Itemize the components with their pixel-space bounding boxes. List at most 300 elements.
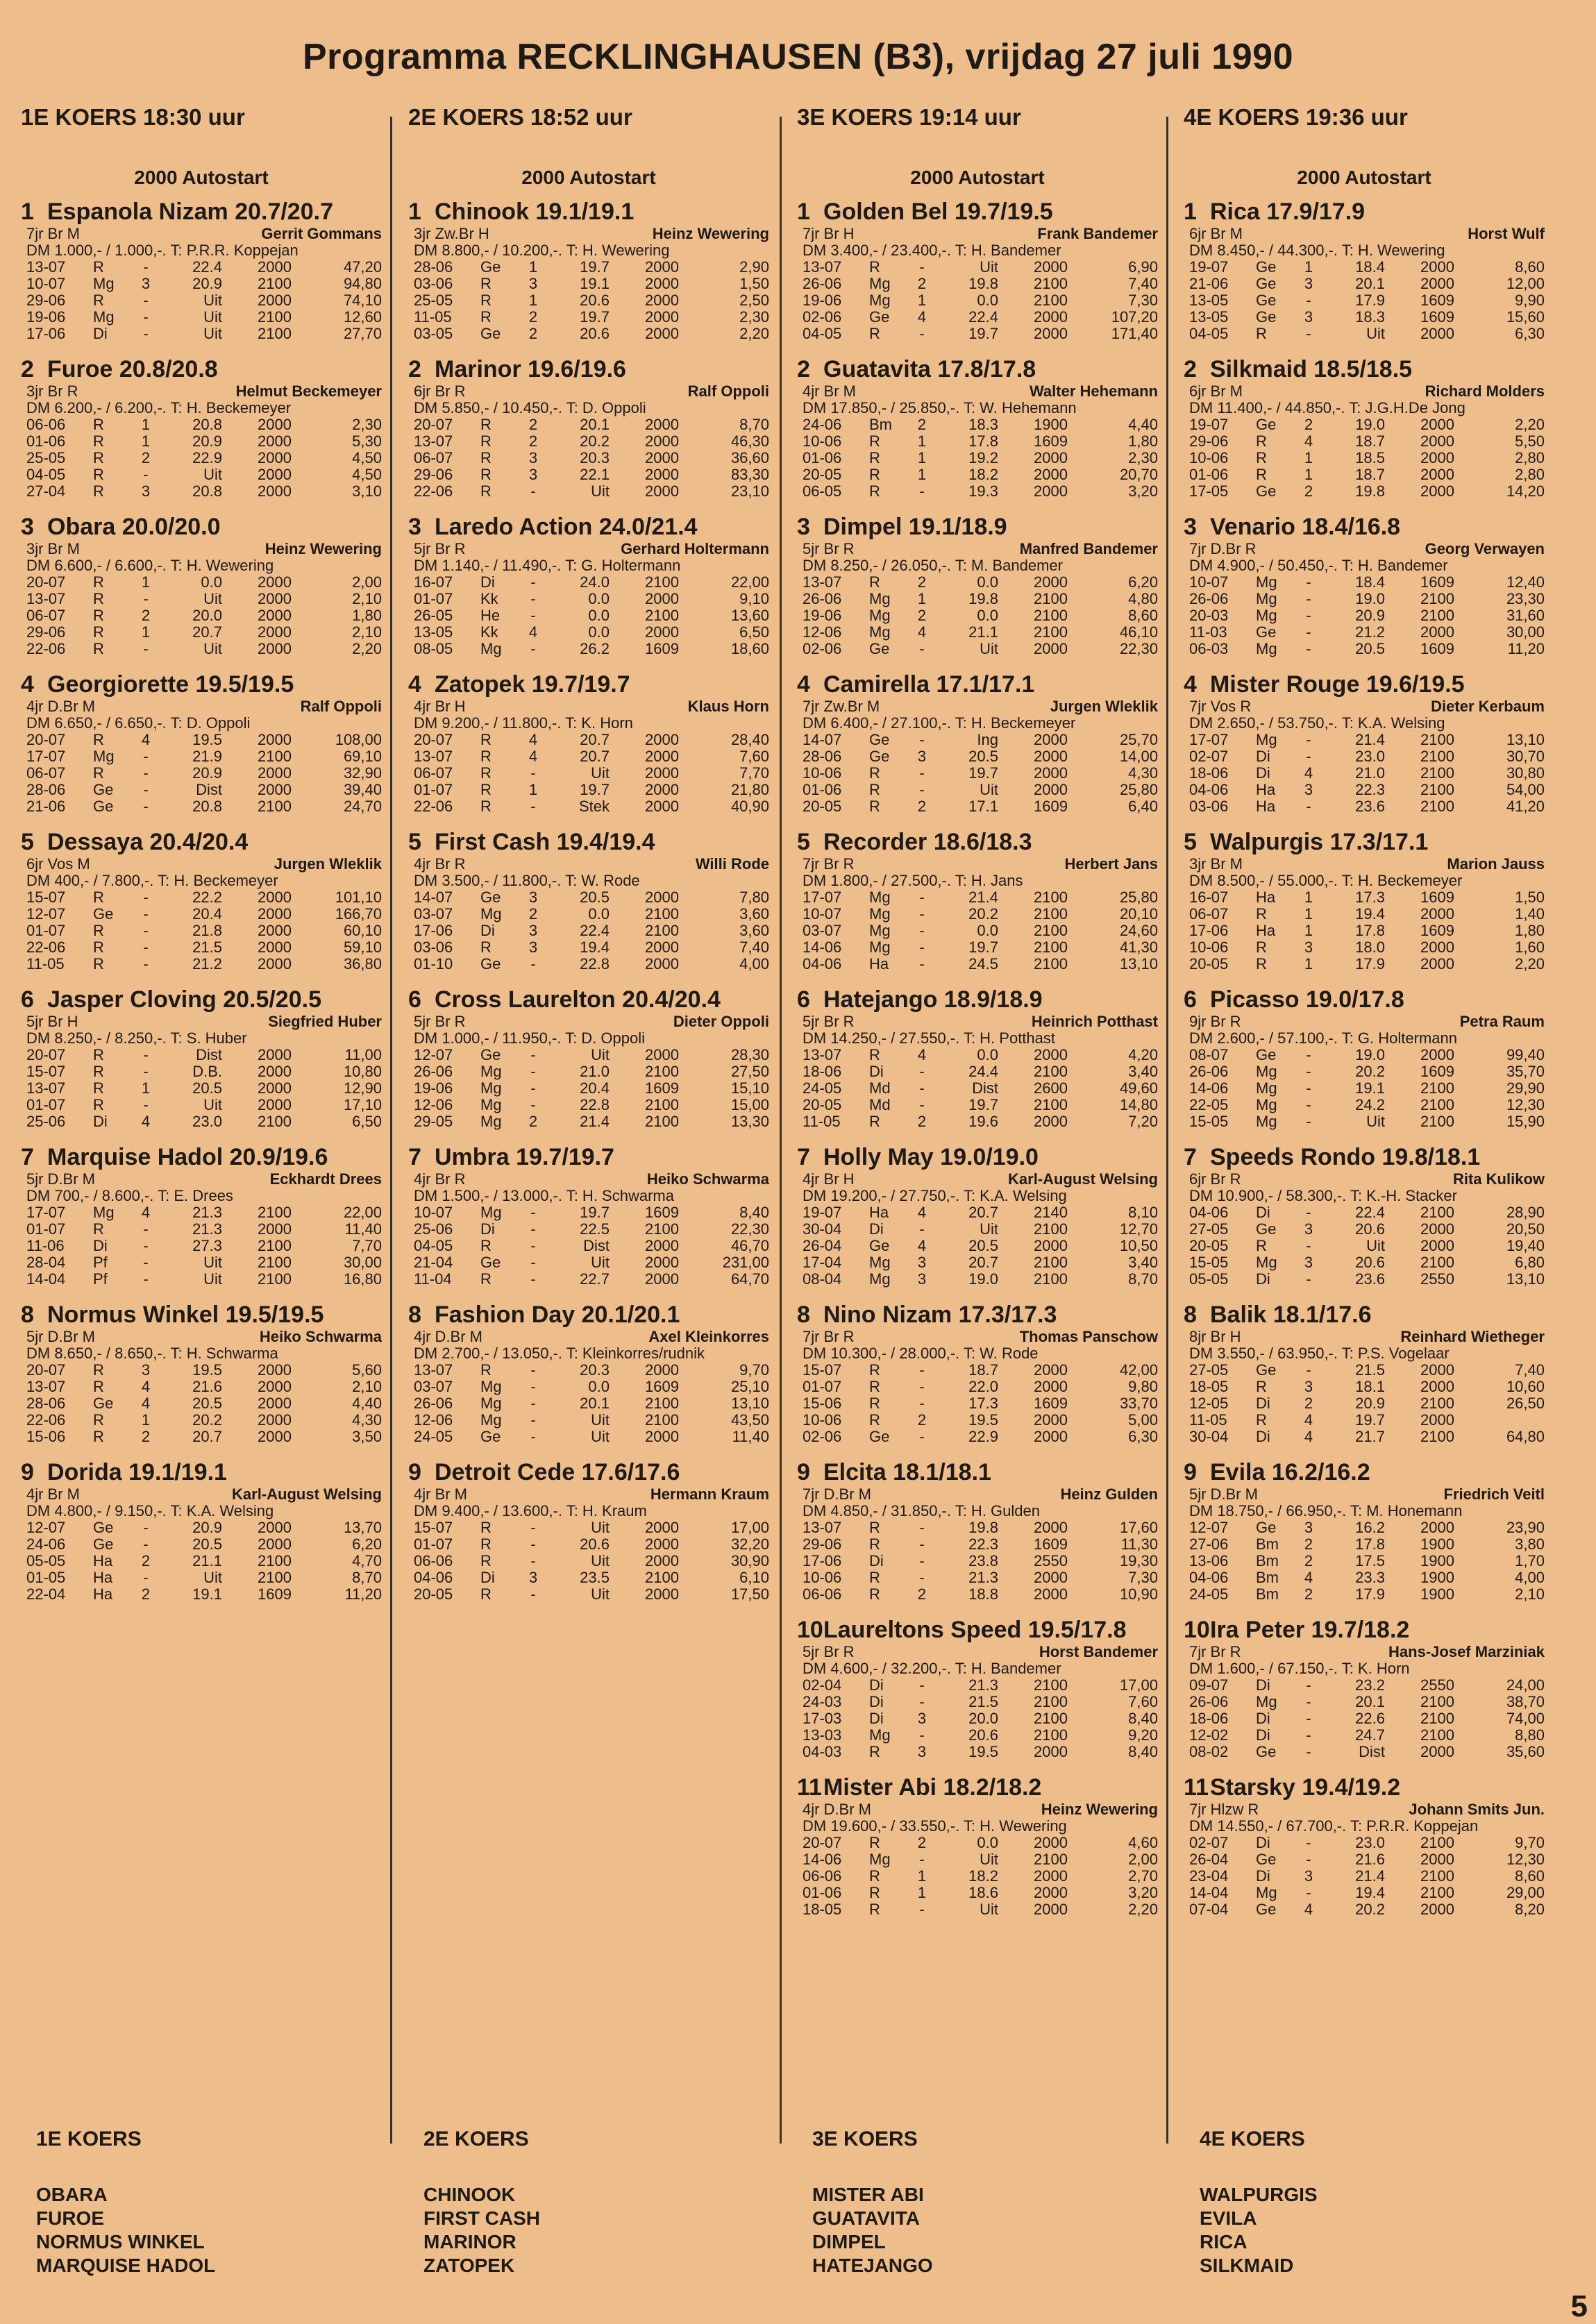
result-distance: 2000	[1034, 1428, 1068, 1445]
result-place: -	[1306, 325, 1311, 342]
horse-entry	[408, 1144, 769, 1288]
result-date: 04-05	[803, 325, 842, 342]
result-odds: 7,40	[1515, 1361, 1545, 1379]
result-time: 18.4	[1355, 573, 1385, 591]
result-time: Uit	[203, 590, 222, 607]
result-odds: 3,10	[352, 482, 382, 500]
result-time: 18.7	[968, 1361, 998, 1379]
result-odds: 6,50	[352, 1113, 382, 1130]
result-place: -	[143, 640, 149, 657]
result-time: 19.5	[968, 1743, 998, 1760]
result-time: 20.2	[1355, 1901, 1385, 1918]
result-distance: 2100	[1420, 1884, 1454, 1901]
result-place: 1	[528, 781, 538, 798]
result-odds: 13,30	[730, 1113, 769, 1130]
horse-meta	[408, 1486, 769, 1519]
result-odds: 59,10	[343, 938, 382, 956]
result-row	[1184, 591, 1545, 607]
horse-meta-line	[408, 1013, 769, 1030]
result-distance: 1609	[1034, 1535, 1068, 1553]
horse-name: Guatavita 17.8/17.8	[823, 356, 1036, 382]
horse-title	[408, 1459, 769, 1486]
horse-meta-line	[1184, 383, 1545, 400]
result-odds: 1,80	[352, 607, 382, 624]
result-row	[21, 1238, 382, 1254]
result-date: 02-07	[1189, 748, 1229, 765]
result-track: R	[869, 1585, 880, 1603]
result-distance: 2100	[1034, 607, 1068, 624]
result-track: Di	[1256, 1834, 1270, 1851]
result-place: -	[143, 1270, 149, 1288]
horse-entry	[408, 671, 769, 815]
result-place: 4	[917, 623, 927, 641]
result-place: -	[143, 955, 149, 972]
result-time: 20.7	[968, 1254, 998, 1271]
result-distance: 2000	[258, 764, 292, 782]
result-distance: 2000	[645, 955, 679, 972]
race-column-2	[408, 104, 769, 2117]
result-track: Ge	[869, 308, 890, 326]
result-distance: 2000	[258, 640, 292, 657]
result-date: 19-06	[26, 308, 66, 326]
result-row	[1184, 416, 1545, 433]
horse-entry	[21, 1144, 382, 1288]
horse-earnings-trainer: DM 11.400,- / 44.850,-. T: J.G.H.De Jong	[1189, 399, 1465, 416]
result-row	[408, 607, 769, 624]
result-place: -	[1306, 1237, 1311, 1254]
result-distance: 2000	[258, 258, 292, 276]
result-date: 20-05	[803, 466, 842, 483]
horse-meta	[1184, 541, 1545, 574]
result-row	[21, 1412, 382, 1429]
result-row	[797, 1868, 1158, 1885]
result-time: Uit	[591, 482, 610, 500]
result-time: 23.6	[1355, 798, 1385, 815]
result-odds: 30,90	[730, 1552, 769, 1569]
result-row	[1184, 1586, 1545, 1603]
race-conditions: 2000 Autostart	[910, 167, 1045, 188]
result-odds: 12,30	[1506, 1096, 1545, 1113]
result-distance: 2000	[1420, 482, 1454, 500]
result-time: Uit	[203, 640, 222, 657]
result-row	[1184, 1694, 1545, 1710]
result-odds: 5,00	[1128, 1411, 1158, 1429]
result-distance: 2600	[1034, 1079, 1068, 1097]
result-date: 18-05	[1189, 1378, 1229, 1395]
result-place: -	[530, 1270, 536, 1288]
horse-owner: Ralf Oppoli	[687, 382, 769, 400]
horse-title	[1184, 829, 1545, 856]
horse-title	[21, 671, 382, 698]
horse-info: 6jr Br R	[1189, 1170, 1241, 1188]
result-row	[408, 641, 769, 657]
result-date: 14-06	[803, 938, 842, 956]
result-track: R	[869, 1569, 880, 1586]
horse-name: Zatopek 19.7/19.7	[435, 671, 630, 698]
result-distance: 2000	[645, 1428, 679, 1445]
result-distance: 1609	[1034, 1395, 1068, 1412]
result-distance: 2100	[1034, 1710, 1068, 1727]
result-date: 24-06	[26, 1535, 66, 1553]
result-track: R	[93, 731, 104, 748]
result-distance: 2100	[1420, 1428, 1454, 1445]
horse-title	[408, 671, 769, 698]
result-place: -	[919, 1535, 925, 1553]
result-distance: 2000	[258, 1535, 292, 1553]
horse-earnings-trainer: DM 14.550,- / 67.700,-. T: P.R.R. Koppejan	[1189, 1817, 1479, 1835]
result-date: 28-06	[26, 781, 66, 798]
result-row	[21, 1204, 382, 1221]
horse-number: 5	[21, 829, 34, 855]
result-row	[797, 591, 1158, 607]
result-row	[408, 889, 769, 906]
result-row	[1184, 782, 1545, 798]
result-row	[797, 326, 1158, 342]
result-date: 19-06	[803, 607, 842, 624]
result-distance: 2000	[645, 748, 679, 765]
result-time: Uit	[980, 640, 998, 657]
result-distance: 2000	[645, 275, 679, 292]
result-track: R	[1256, 1378, 1267, 1395]
result-date: 13-07	[26, 258, 66, 276]
result-track: Ha	[869, 955, 889, 972]
result-odds: 20,10	[1119, 905, 1158, 923]
horse-meta-line	[408, 1171, 769, 1188]
race-column-4	[1184, 104, 1545, 2117]
result-track: Ge	[1256, 1901, 1277, 1918]
result-track: R	[93, 449, 104, 466]
result-time: 20.1	[1355, 1693, 1385, 1710]
result-odds: 28,90	[1506, 1204, 1545, 1221]
result-odds: 2,80	[1515, 449, 1545, 466]
result-distance: 2100	[1420, 590, 1454, 607]
result-time: Uit	[203, 1270, 222, 1288]
result-time: Uit	[591, 764, 610, 782]
horse-meta-line	[797, 1329, 1158, 1345]
result-place: -	[143, 292, 149, 309]
horse-number: 4	[1184, 671, 1197, 698]
result-distance: 2000	[1034, 482, 1068, 500]
result-row	[797, 1694, 1158, 1710]
result-date: 18-06	[803, 1063, 842, 1080]
result-date: 07-04	[1189, 1901, 1229, 1918]
result-row	[1184, 889, 1545, 906]
results-table	[797, 1362, 1158, 1445]
result-distance: 2100	[1034, 1851, 1068, 1868]
horse-meta-line	[1184, 1486, 1545, 1503]
result-distance: 2100	[1420, 1204, 1454, 1221]
result-row	[797, 1835, 1158, 1851]
result-date: 17-07	[803, 889, 842, 906]
result-date: 13-07	[26, 1079, 66, 1097]
result-distance: 2100	[258, 1237, 292, 1254]
result-row	[797, 1063, 1158, 1080]
result-place: -	[143, 905, 149, 923]
result-odds: 2,50	[739, 292, 769, 309]
result-row	[21, 1536, 382, 1553]
result-date: 19-06	[414, 1079, 453, 1097]
horse-earnings-trainer: DM 1.000,- / 1.000,-. T: P.R.R. Koppejan	[26, 242, 299, 259]
horse-info: 4jr D.Br M	[414, 1328, 482, 1345]
horse-name: Hatejango 18.9/18.9	[823, 986, 1043, 1013]
result-distance: 2000	[258, 1395, 292, 1412]
result-time: 17.3	[968, 1395, 998, 1412]
result-odds: 1,40	[1515, 905, 1545, 923]
race-header: 4E KOERS 19:36 uur	[1184, 104, 1408, 130]
result-track: R	[93, 1046, 104, 1063]
result-odds: 15,90	[1506, 1113, 1545, 1130]
result-row	[408, 732, 769, 748]
result-row	[21, 923, 382, 939]
horse-title	[797, 1302, 1158, 1329]
result-date: 10-07	[414, 1204, 453, 1221]
result-row	[1184, 1727, 1545, 1744]
results-table	[1184, 574, 1545, 657]
column-divider	[390, 117, 392, 2144]
result-date: 13-07	[414, 432, 453, 450]
horse-entry	[408, 1302, 769, 1445]
horse-title	[797, 1617, 1158, 1644]
result-row	[797, 956, 1158, 972]
result-time: 17.8	[1355, 1535, 1385, 1553]
result-date: 03-06	[1189, 798, 1229, 815]
result-track: Bm	[1256, 1535, 1279, 1553]
result-time: 19.7	[1355, 1411, 1385, 1429]
result-track: Di	[1256, 1710, 1270, 1727]
horse-earnings-trainer: DM 1.600,- / 67.150,-. T: K. Horn	[1189, 1660, 1410, 1677]
result-place: -	[1306, 1063, 1311, 1080]
result-place: -	[530, 1552, 536, 1569]
result-place: -	[919, 1361, 925, 1379]
result-time: 20.9	[192, 432, 222, 450]
result-date: 01-10	[414, 955, 453, 972]
result-track: R	[480, 1361, 492, 1379]
horse-title	[21, 1144, 382, 1171]
result-row	[1184, 1113, 1545, 1130]
horse-entry	[797, 356, 1158, 500]
result-place: -	[919, 955, 925, 972]
results-table	[21, 574, 382, 657]
result-place: -	[143, 1237, 149, 1254]
result-date: 15-07	[26, 889, 66, 906]
result-odds: 23,10	[730, 482, 769, 500]
result-time: 18.3	[968, 416, 998, 433]
result-row	[797, 1569, 1158, 1586]
horse-number: 2	[797, 356, 810, 382]
result-track: R	[480, 432, 492, 450]
result-place: 4	[1304, 1569, 1313, 1586]
result-place: -	[530, 1204, 536, 1221]
result-track: Di	[93, 325, 108, 342]
result-track: Ge	[480, 1428, 501, 1445]
result-distance: 2000	[645, 466, 679, 483]
horse-title	[21, 1302, 382, 1329]
result-distance: 2000	[1034, 1569, 1068, 1586]
horse-info: 5jr Br R	[414, 1013, 466, 1030]
result-place: -	[530, 1046, 536, 1063]
result-distance: 2100	[258, 1113, 292, 1130]
result-odds: 17,10	[343, 1096, 382, 1113]
result-time: Uit	[203, 325, 222, 342]
result-date: 12-07	[1189, 1519, 1229, 1536]
result-odds: 2,90	[739, 258, 769, 276]
result-distance: 2100	[1034, 1726, 1068, 1744]
result-row	[21, 1379, 382, 1395]
result-place: -	[919, 1851, 925, 1868]
result-date: 26-06	[803, 590, 842, 607]
results-table	[1184, 1204, 1545, 1288]
result-distance: 2100	[645, 922, 679, 939]
result-track: Mg	[93, 1204, 115, 1221]
result-odds: 231,00	[722, 1254, 769, 1271]
result-track: R	[480, 308, 492, 326]
result-row	[1184, 326, 1545, 342]
result-date: 14-04	[26, 1270, 66, 1288]
result-place: 1	[1304, 466, 1313, 483]
horse-number: 4	[21, 671, 34, 698]
result-distance: 2000	[1034, 640, 1068, 657]
result-odds: 60,10	[343, 922, 382, 939]
horse-meta	[797, 226, 1158, 259]
horse-entry	[797, 1617, 1158, 1760]
result-track: Di	[869, 1693, 884, 1710]
result-track: Ge	[869, 731, 890, 748]
result-place: 3	[1304, 1519, 1313, 1536]
result-time: 21.7	[1355, 1428, 1385, 1445]
result-track: R	[869, 798, 880, 815]
result-odds: 2,10	[352, 590, 382, 607]
horse-title	[408, 1302, 769, 1329]
horse-meta-line	[1184, 1644, 1545, 1660]
picks-header: 3E KOERS	[812, 2128, 918, 2150]
result-track: Bm	[1256, 1569, 1279, 1586]
result-place: 2	[528, 1113, 538, 1130]
result-place: 1	[1304, 889, 1313, 906]
result-place: -	[530, 1096, 536, 1113]
horse-meta-line	[408, 1486, 769, 1503]
result-date: 06-07	[1189, 905, 1229, 923]
horse-owner: Eckhardt Drees	[269, 1170, 382, 1188]
horse-meta-line	[797, 698, 1158, 715]
result-place: -	[143, 889, 149, 906]
result-time: 20.8	[192, 416, 222, 433]
result-row	[797, 1254, 1158, 1271]
result-odds: 94,80	[343, 275, 382, 292]
result-row	[408, 1271, 769, 1288]
horse-name: Dorida 19.1/19.1	[47, 1459, 227, 1485]
result-date: 17-05	[1189, 482, 1229, 500]
result-track: R	[93, 1220, 104, 1238]
result-row	[797, 1097, 1158, 1113]
result-track: R	[93, 416, 104, 433]
horse-title	[408, 199, 769, 226]
horse-meta	[21, 1171, 382, 1204]
horse-earnings-trainer: DM 1.000,- / 11.950,-. T: D. Oppoli	[414, 1029, 646, 1047]
horse-meta	[21, 1329, 382, 1362]
horse-number: 8	[1184, 1302, 1197, 1328]
pick-horse: MISTER ABI	[812, 2184, 924, 2205]
result-place: -	[919, 938, 925, 956]
horse-info: 6jr Br M	[1189, 225, 1243, 242]
horse-name: First Cash 19.4/19.4	[435, 829, 655, 855]
result-distance: 2100	[1420, 1096, 1454, 1113]
result-track: R	[480, 292, 492, 309]
result-row	[1184, 1204, 1545, 1221]
horse-info: 4jr D.Br M	[803, 1801, 871, 1818]
horse-owner: Jurgen Wleklik	[1050, 698, 1158, 715]
result-odds: 10,90	[1119, 1585, 1158, 1603]
result-row	[1184, 748, 1545, 765]
result-time: Uit	[203, 1096, 222, 1113]
result-distance: 1609	[1420, 1063, 1454, 1080]
result-row	[1184, 956, 1545, 972]
result-row	[797, 798, 1158, 815]
result-place: 1	[917, 1884, 927, 1901]
horse-number: 7	[21, 1144, 34, 1170]
result-row	[1184, 1047, 1545, 1063]
result-time: Uit	[980, 781, 998, 798]
result-date: 19-07	[803, 1204, 842, 1221]
result-place: -	[919, 482, 925, 500]
result-distance: 2000	[645, 416, 679, 433]
result-track: Di	[480, 1569, 495, 1586]
result-track: R	[480, 938, 492, 956]
results-table	[21, 1519, 382, 1603]
result-row	[1184, 483, 1545, 500]
result-odds: 35,70	[1506, 1063, 1545, 1080]
result-time: 18.5	[1355, 449, 1385, 466]
horse-title	[21, 1459, 382, 1486]
result-place: 2	[1304, 1395, 1313, 1412]
horse-owner: Gerrit Gommans	[261, 225, 382, 242]
result-time: 20.9	[1355, 1395, 1385, 1412]
horse-earnings-trainer: DM 1.800,- / 27.500,-. T: H. Jans	[803, 872, 1023, 889]
result-place: -	[1306, 1361, 1311, 1379]
result-track: R	[869, 1378, 880, 1395]
result-track: R	[93, 573, 104, 591]
result-date: 06-03	[1189, 640, 1229, 657]
result-time: 22.4	[968, 308, 998, 326]
result-distance: 2100	[1420, 781, 1454, 798]
results-table	[21, 259, 382, 342]
horse-info: 5jr Br R	[803, 1013, 855, 1030]
horse-entry	[21, 986, 382, 1130]
result-odds: 27,70	[343, 325, 382, 342]
result-row	[21, 939, 382, 956]
horse-number: 3	[1184, 514, 1197, 540]
result-place: -	[1306, 573, 1311, 591]
horse-name: Golden Bel 19.7/19.5	[823, 199, 1053, 225]
result-track: He	[480, 607, 501, 624]
result-row	[1184, 1868, 1545, 1885]
result-time: 19.5	[968, 1411, 998, 1429]
horse-meta-line	[21, 541, 382, 557]
result-time: 0.0	[977, 1046, 998, 1063]
horse-title	[797, 356, 1158, 383]
result-track: Mg	[869, 623, 891, 641]
result-time: Uit	[591, 1254, 610, 1271]
result-track: Ge	[93, 798, 114, 815]
result-odds: 41,30	[1119, 938, 1158, 956]
result-distance: 2000	[1420, 1378, 1454, 1395]
result-odds: 6,40	[1128, 798, 1158, 815]
result-date: 02-06	[803, 640, 842, 657]
result-distance: 2100	[645, 1113, 679, 1130]
result-time: 20.7	[192, 1428, 222, 1445]
result-date: 24-05	[1189, 1585, 1229, 1603]
result-odds: 20,70	[1119, 466, 1158, 483]
result-odds: 25,80	[1119, 781, 1158, 798]
